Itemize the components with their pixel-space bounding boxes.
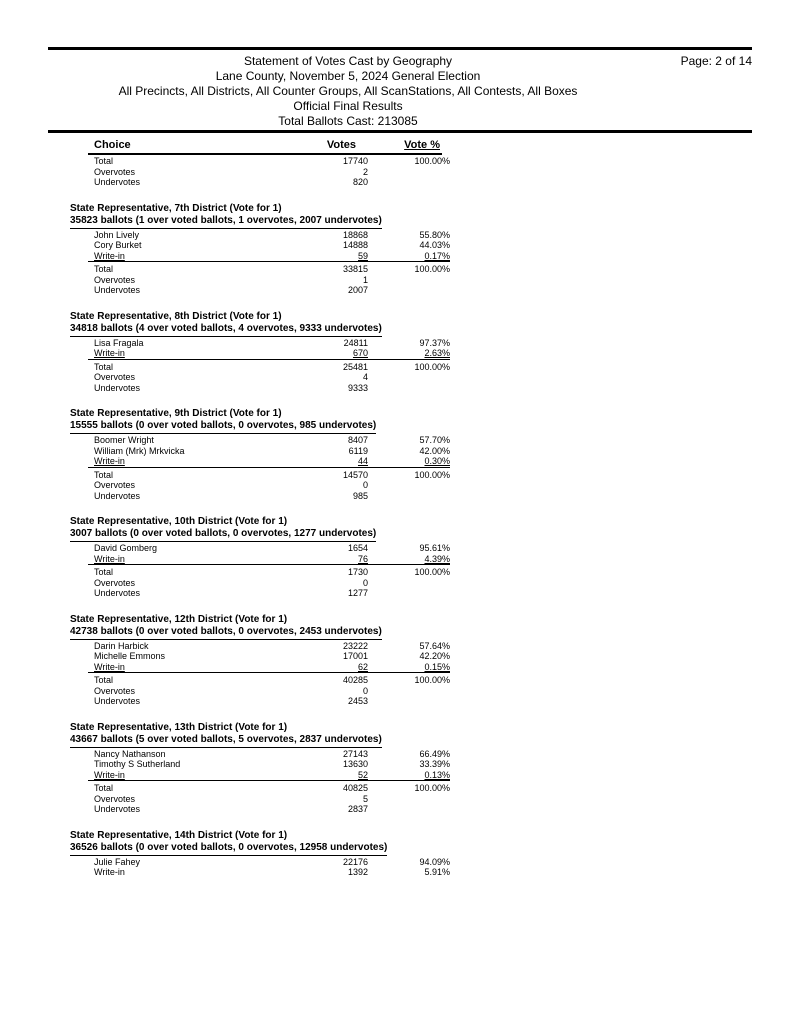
report-title: Statement of Votes Cast by Geography <box>243 54 453 68</box>
choice-name: Overvotes <box>94 480 136 490</box>
contest-title: State Representative, 7th District (Vote for 1) <box>70 202 282 214</box>
contest-title: State Representative, 8th District (Vote for 1) <box>70 310 282 322</box>
choice-votes: 2453 <box>347 696 368 706</box>
undervotes-row <box>70 696 450 707</box>
choice-row <box>70 749 450 760</box>
choice-name: Overvotes <box>94 274 136 285</box>
choice-row <box>70 867 450 878</box>
choice-votes: 1277 <box>347 588 368 598</box>
contest-summary: 35823 ballots (1 over voted ballots, 1 overvotes, 2007 undervotes) <box>70 215 382 229</box>
total-row <box>70 362 450 373</box>
choice-name: Undervotes <box>94 696 141 706</box>
choice-row <box>70 446 450 457</box>
choice-pct: 100.00% <box>414 783 450 793</box>
choice-votes: 22176 <box>342 856 368 867</box>
contest-title: State Representative, 9th District (Vote for 1) <box>70 408 282 419</box>
results-body <box>70 156 450 893</box>
contest-block <box>70 722 450 815</box>
report-status: Official Final Results <box>293 99 403 113</box>
choice-pct: 5.91% <box>424 867 450 877</box>
choice-votes: 1730 <box>347 567 368 577</box>
choice-votes: 1654 <box>347 543 368 553</box>
choice-row <box>70 338 450 349</box>
choice-votes: 27143 <box>342 748 368 759</box>
contest-title: State Representative, 13th District (Vote for 1) <box>70 721 288 733</box>
choice-votes: 24811 <box>343 337 368 348</box>
choice-name: Undervotes <box>94 588 141 598</box>
choice-pct: 66.49% <box>419 748 450 759</box>
choice-pct: 0.17% <box>424 250 450 261</box>
choice-row <box>70 641 450 652</box>
column-votes: Votes <box>326 139 356 151</box>
choice-pct: 2.63% <box>424 348 450 358</box>
choice-votes: 25481 <box>342 361 368 372</box>
total-row <box>70 567 450 578</box>
contest-summary: 42738 ballots (0 over voted ballots, 0 overvotes, 2453 undervotes) <box>70 626 382 640</box>
header-top-rule <box>48 47 752 50</box>
choice-votes: 0 <box>362 480 368 490</box>
choice-votes: 1 <box>362 274 368 285</box>
undervotes-row <box>70 588 450 599</box>
choice-pct: 100.00% <box>414 675 450 685</box>
total-row <box>70 470 450 481</box>
choice-pct: 94.09% <box>419 856 450 867</box>
contest-block <box>70 614 450 707</box>
choice-pct: 0.30% <box>424 456 450 466</box>
undervotes-row <box>70 383 450 394</box>
header-bottom-rule <box>48 130 752 133</box>
choice-row <box>70 230 450 241</box>
choice-pct: 33.39% <box>419 759 450 769</box>
choice-name: Cory Burket <box>94 240 142 250</box>
choice-pct: 57.70% <box>419 435 450 445</box>
choice-name: Undervotes <box>94 382 141 393</box>
choice-votes: 59 <box>357 250 368 261</box>
choice-name: Overvotes <box>94 577 136 588</box>
report-ballots-cast: Total Ballots Cast: 213085 <box>278 114 418 128</box>
contest-block <box>70 830 450 878</box>
choice-votes: 13630 <box>342 759 368 769</box>
undervotes-row: Undervotes 820 <box>94 177 368 187</box>
contest-title: State Representative, 10th District (Vote for 1) <box>70 516 288 527</box>
choice-row <box>70 348 450 359</box>
contest-summary: 34818 ballots (4 over voted ballots, 4 overvotes, 9333 undervotes) <box>70 323 382 337</box>
choice-name: Overvotes <box>94 685 136 696</box>
choice-votes: 40285 <box>342 675 368 685</box>
report-header <box>48 54 648 129</box>
contest-summary: 3007 ballots (0 over voted ballots, 0 overvotes, 1277 undervotes) <box>70 528 376 542</box>
choice-name: Lisa Fragala <box>94 337 144 348</box>
contest-block <box>70 516 450 599</box>
choice-row <box>70 251 450 262</box>
contest-summary: 15555 ballots (0 over voted ballots, 0 overvotes, 985 undervotes) <box>70 420 376 434</box>
choice-name: Darin Harbick <box>94 640 149 651</box>
total-row <box>70 264 450 275</box>
choice-name: Write-in <box>94 348 125 358</box>
choice-name: Overvotes <box>94 793 136 804</box>
choice-votes: 18868 <box>342 229 368 240</box>
contest-block <box>70 408 450 501</box>
choice-votes: 62 <box>357 661 368 672</box>
total-row <box>70 675 450 686</box>
choice-votes: 14888 <box>342 240 368 250</box>
undervotes-row <box>70 285 450 296</box>
choice-pct: 44.03% <box>419 240 450 250</box>
page-number: Page: 2 of 14 <box>680 54 752 68</box>
choice-votes: 6119 <box>348 445 368 456</box>
choice-votes: 52 <box>357 769 368 780</box>
choice-name: David Gomberg <box>94 543 158 553</box>
choice-name: Timothy S Sutherland <box>94 759 181 769</box>
choice-pct: 100.00% <box>414 264 450 274</box>
choice-name: William (Mrk) Mrkvicka <box>94 445 185 456</box>
choice-name: Write-in <box>94 250 125 261</box>
choice-name: Total <box>94 361 114 372</box>
choice-pct: 55.80% <box>419 229 450 240</box>
choice-pct: 0.15% <box>424 661 450 672</box>
choice-name: Total <box>94 675 114 685</box>
choice-pct: 100.00% <box>414 469 450 480</box>
choice-name: Michelle Emmons <box>94 651 166 661</box>
choice-row <box>70 770 450 781</box>
overvotes-row: Overvotes 2 <box>94 166 368 177</box>
contest-title: State Representative, 14th District (Vote for 1) <box>70 829 288 841</box>
overvotes-row <box>70 686 450 697</box>
overvotes-row <box>70 275 450 286</box>
overvotes-row <box>70 578 450 589</box>
choice-votes: 33815 <box>342 264 368 274</box>
choice-row <box>70 651 450 662</box>
contest-summary: 36526 ballots (0 over voted ballots, 0 overvotes, 12958 undervotes) <box>70 842 387 856</box>
choice-name: Undervotes <box>94 490 141 501</box>
report-election: Lane County, November 5, 2024 General Election <box>215 69 481 83</box>
contest-summary: 43667 ballots (5 over voted ballots, 5 overvotes, 2837 undervotes) <box>70 734 382 748</box>
choice-votes: 44 <box>357 456 368 466</box>
choice-row <box>70 240 450 251</box>
choice-votes: 40825 <box>342 783 368 793</box>
choice-name: Nancy Nathanson <box>94 748 166 759</box>
choice-votes: 0 <box>362 577 368 588</box>
choice-row <box>70 543 450 554</box>
undervotes-row <box>70 804 450 815</box>
choice-name: Undervotes <box>94 804 141 814</box>
choice-row <box>70 435 450 446</box>
choice-pct: 97.37% <box>419 337 450 348</box>
choice-votes: 23222 <box>342 640 368 651</box>
choice-name: Total <box>94 783 114 793</box>
choice-votes: 0 <box>362 685 368 696</box>
choice-row <box>70 662 450 673</box>
choice-name: Write-in <box>94 769 125 780</box>
overvotes-row <box>70 794 450 805</box>
column-vote-pct: Vote % <box>404 139 440 151</box>
contest-block <box>70 311 450 394</box>
choice-name: Total <box>94 469 114 480</box>
choice-name: Write-in <box>94 661 125 672</box>
choice-name: Julie Fahey <box>94 856 141 867</box>
choice-votes: 2007 <box>347 285 368 295</box>
report-scope: All Precincts, All Districts, All Counter Groups, All ScanStations, All Contests, All Boxes <box>118 84 578 98</box>
choice-pct: 0.13% <box>424 769 450 780</box>
choice-name: Total <box>94 264 114 274</box>
choice-pct: 100.00% <box>414 567 450 577</box>
overvotes-row <box>70 480 450 491</box>
choice-votes: 8407 <box>347 435 368 445</box>
contest-title: State Representative, 12th District (Vote for 1) <box>70 613 288 625</box>
column-choice: Choice <box>94 139 131 151</box>
choice-name: Total <box>94 567 114 577</box>
choice-pct: 42.00% <box>419 445 450 456</box>
choice-name: Write-in <box>94 456 125 466</box>
choice-row <box>70 456 450 467</box>
column-header <box>88 139 442 155</box>
choice-votes: 1392 <box>347 867 368 877</box>
contest-block <box>70 203 450 296</box>
choice-votes: 76 <box>357 553 368 564</box>
choice-votes: 2837 <box>347 804 368 814</box>
choice-row <box>70 857 450 868</box>
choice-pct: 57.64% <box>419 640 450 651</box>
total-row <box>70 783 450 794</box>
choice-votes: 14570 <box>342 469 368 480</box>
choice-pct: 42.20% <box>419 651 450 661</box>
choice-votes: 5 <box>362 793 368 804</box>
choice-name: John Lively <box>94 229 140 240</box>
choice-votes: 4 <box>362 372 368 382</box>
choice-name: Write-in <box>94 867 125 877</box>
choice-votes: 9333 <box>347 382 368 393</box>
choice-name: Undervotes <box>94 285 141 295</box>
choice-pct: 4.39% <box>424 553 450 564</box>
undervotes-row <box>70 491 450 502</box>
choice-pct: 100.00% <box>414 361 450 372</box>
choice-name: Overvotes <box>94 372 136 382</box>
total-row: Total 17740 100.00% <box>94 156 450 166</box>
choice-row <box>70 759 450 770</box>
choice-votes: 670 <box>352 348 368 358</box>
choice-votes: 985 <box>352 490 368 501</box>
choice-name: Write-in <box>94 553 125 564</box>
choice-name: Boomer Wright <box>94 435 154 445</box>
choice-pct: 95.61% <box>419 543 450 553</box>
continuation-block <box>70 156 450 188</box>
choice-votes: 17001 <box>342 651 368 661</box>
overvotes-row <box>70 372 450 383</box>
choice-row <box>70 554 450 565</box>
